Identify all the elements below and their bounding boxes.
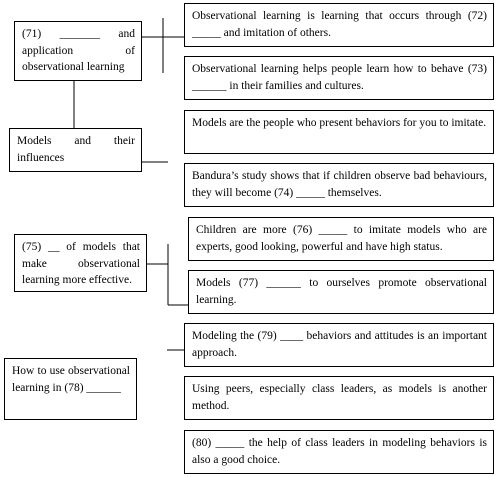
box-75-text: (75) __ of models that make observational learning more effective.: [22, 241, 140, 286]
box-right-6-text: Models (77) ______ to ourselves promote observational learning.: [196, 277, 487, 306]
box-right-4-text: Bandura’s study shows that if children observe bad behaviours, they will become (74) _____ themselves.: [192, 170, 487, 199]
box-right-7-text: Modeling the (79) ____ behaviors and attitudes is an important approach.: [192, 330, 487, 359]
box-78-text: How to use observational learning in (78) ______: [12, 365, 130, 394]
box-right-8-text: Using peers, especially class leaders, as models is another method.: [192, 383, 487, 412]
box-right-2: [184, 56, 494, 100]
box-71-text: (71) _______ and application of observational learning: [22, 28, 135, 73]
box-75-models: [14, 234, 147, 292]
box-right-5-text: Children are more (76) _____ to imitate models who are experts, good looking, powerful and have high status.: [196, 224, 487, 253]
box-right-3: [184, 110, 494, 154]
box-right-2-text: Observational learning helps people learn how to behave (73) ______ in their families and cultures.: [192, 63, 487, 92]
box-right-8: [184, 376, 494, 420]
box-right-3-text: Models are the people who present behaviors for you to imitate.: [192, 117, 487, 129]
box-right-5: [188, 217, 494, 261]
box-right-6: [188, 270, 494, 314]
box-right-4: [184, 163, 494, 207]
box-right-9-text: (80) _____ the help of class leaders in modeling behaviors is also a good choice.: [192, 437, 487, 466]
box-right-1: [184, 3, 494, 47]
box-application-observational-learning: [14, 21, 142, 81]
box-right-1-text: Observational learning is learning that occurs through (72) _____ and imitation of others.: [192, 10, 487, 39]
box-78-how-to-use: [4, 358, 137, 420]
box-models-text: Models and their influences: [17, 135, 135, 164]
box-right-9: [184, 430, 494, 474]
box-models-influences: [9, 128, 142, 172]
box-right-7: [184, 323, 494, 367]
